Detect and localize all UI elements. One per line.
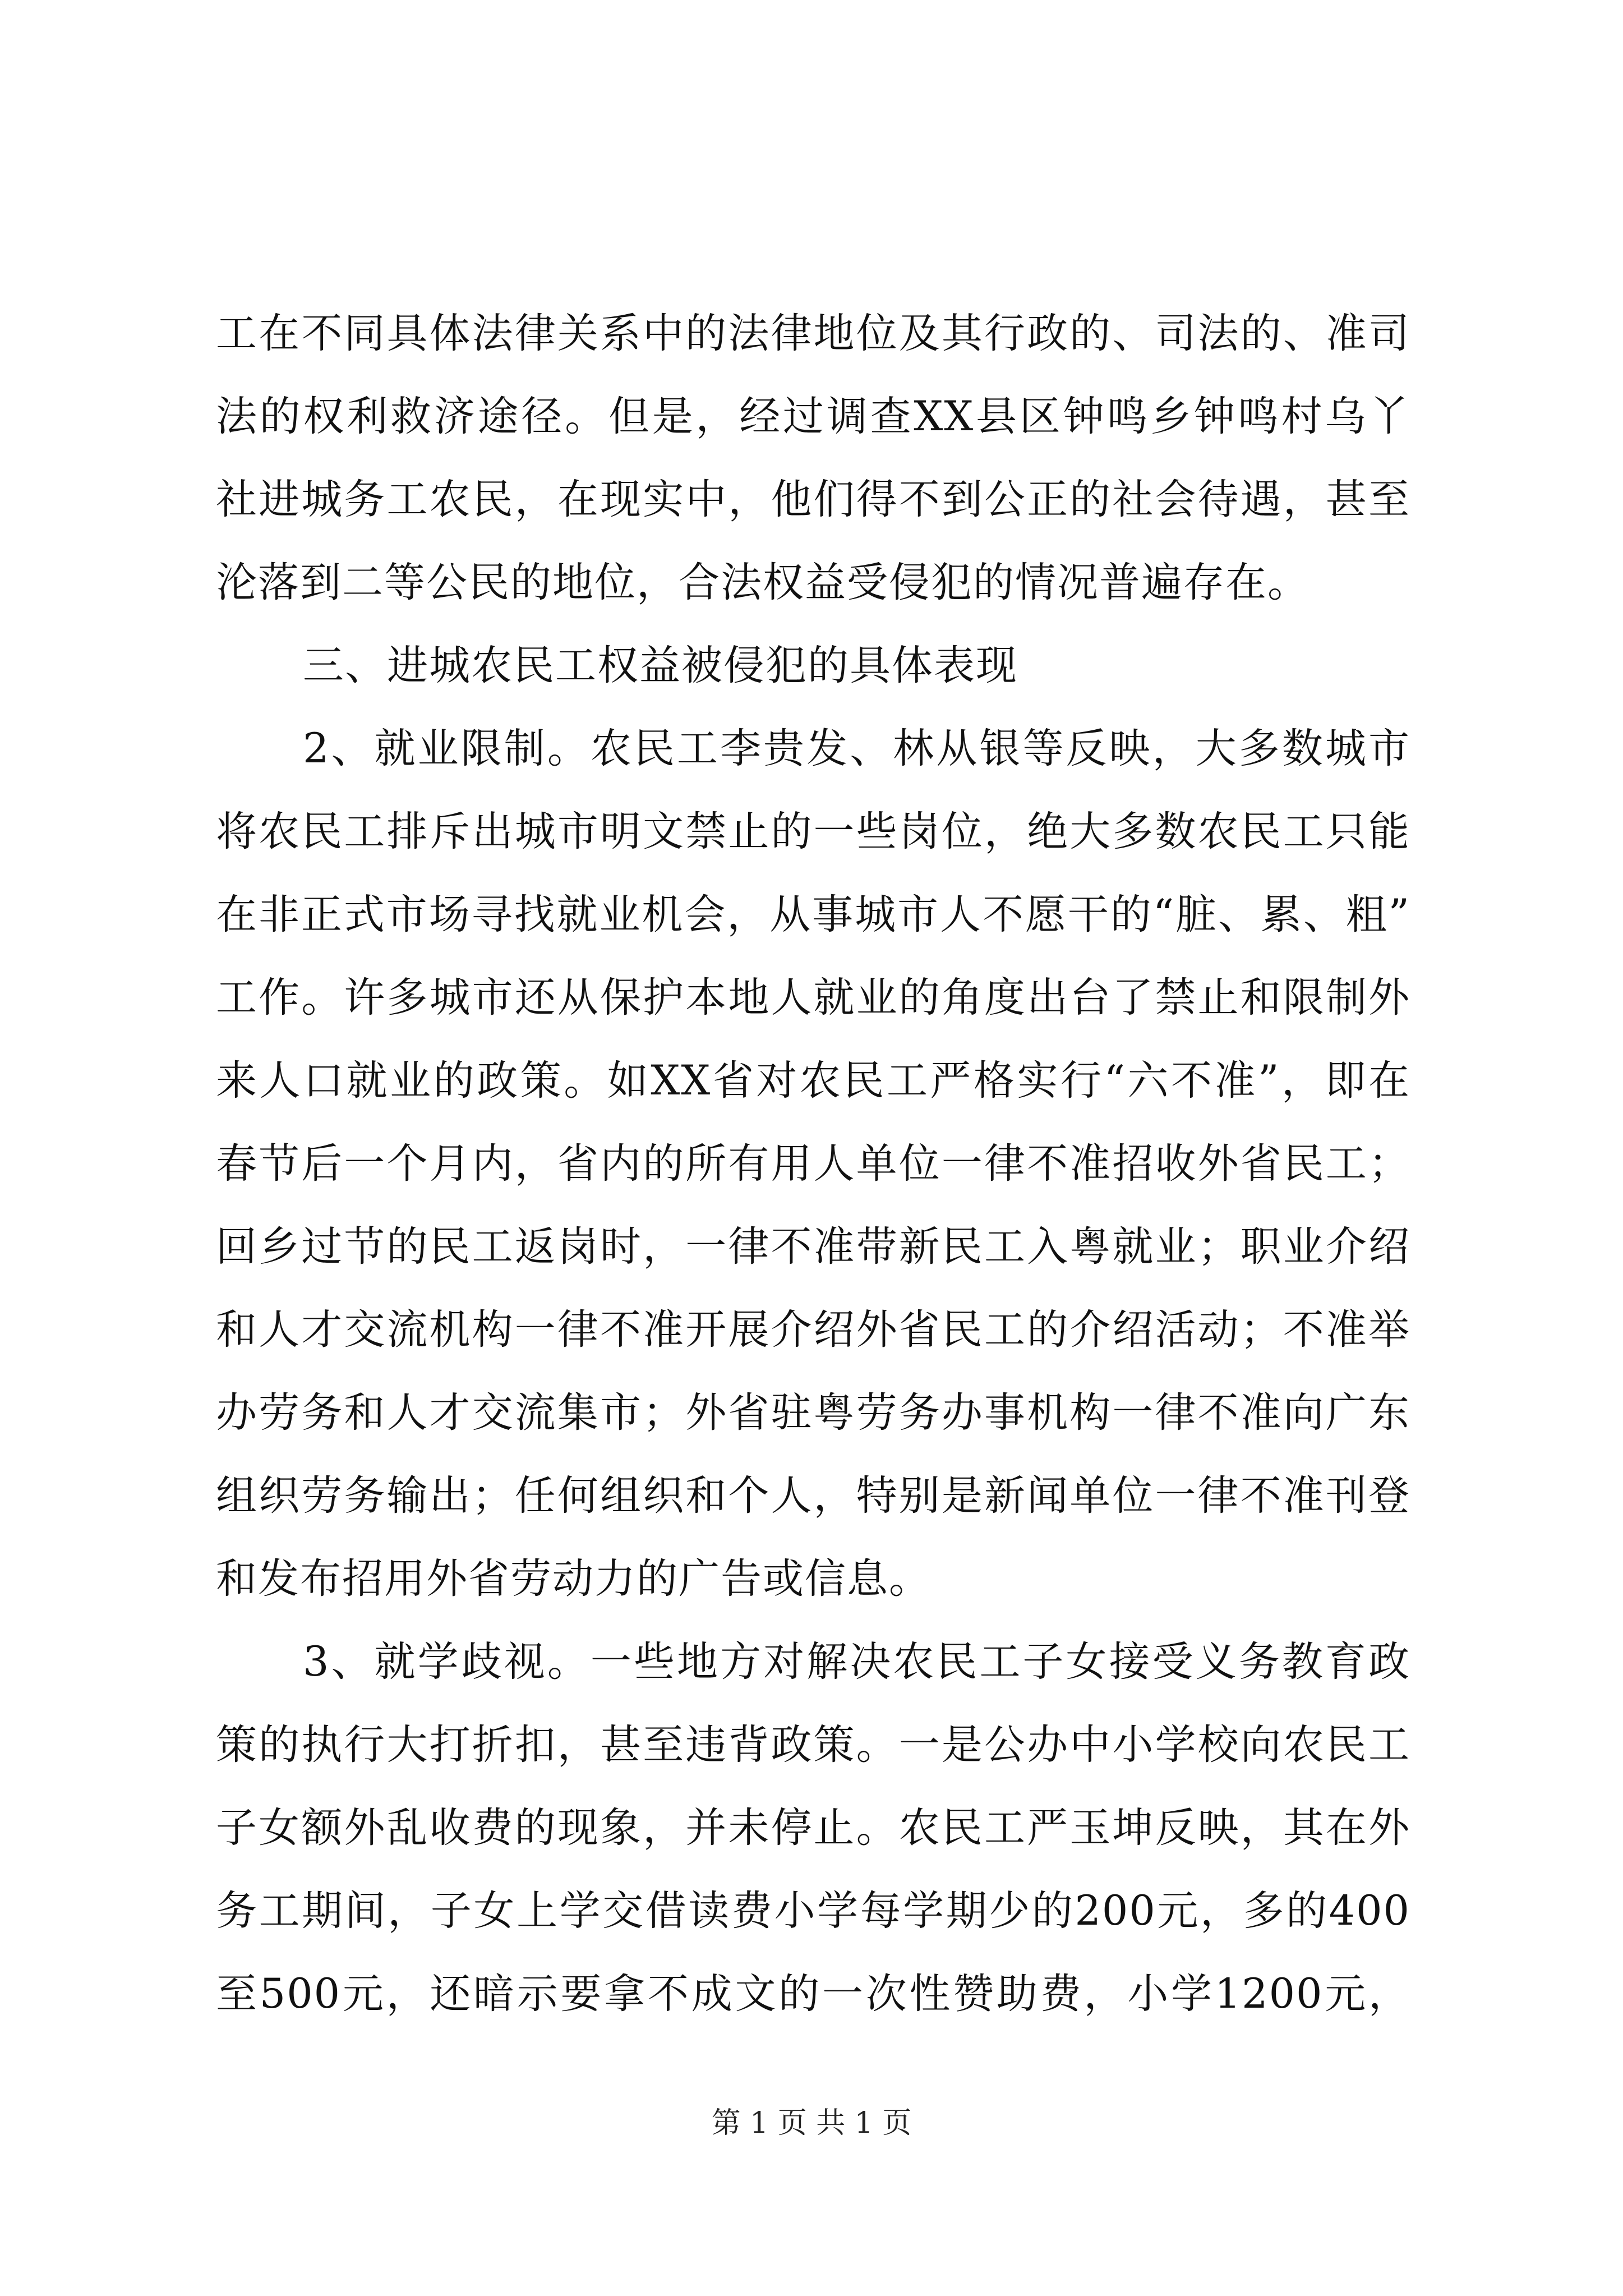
text-line: 法的权利救济途径。但是，经过调查XX县区钟鸣乡钟鸣村乌丫 — [216, 393, 1410, 440]
text-line: 回乡过节的民工返岗时，一律不准带新民工入粤就业；职业介绍 — [216, 1223, 1410, 1271]
text-line: 社进城务工农民，在现实中，他们得不到公正的社会待遇，甚至 — [216, 476, 1410, 523]
text-line: 来人口就业的政策。如XX省对农民工严格实行“六不准”，即在 — [216, 1057, 1410, 1105]
text-line: 2、就业限制。农民工李贵发、林从银等反映，大多数城市 — [303, 725, 1410, 772]
text-line: 组织劳务输出；任何组织和个人，特别是新闻单位一律不准刊登 — [216, 1472, 1410, 1520]
text-line: 沦落到二等公民的地位，合法权益受侵犯的情况普遍存在。 — [216, 559, 1310, 606]
section-heading: 三、进城农民工权益被侵犯的具体表现 — [303, 642, 1018, 689]
text-line: 子女额外乱收费的现象，并未停止。农民工严玉坤反映，其在外 — [216, 1804, 1410, 1852]
text-line: 办劳务和人才交流集市；外省驻粤劳务办事机构一律不准向广东 — [216, 1389, 1410, 1437]
text-line: 和人才交流机构一律不准开展介绍外省民工的介绍活动；不准举 — [216, 1306, 1410, 1354]
text-line: 工作。许多城市还从保护本地人就业的角度出台了禁止和限制外 — [216, 974, 1410, 1022]
text-line: 工在不同具体法律关系中的法律地位及其行政的、司法的、准司 — [216, 310, 1410, 357]
text-line: 务工期间，子女上学交借读费小学每学期少的200元，多的400 — [216, 1887, 1410, 1935]
page-footer: 第 1 页 共 1 页 — [711, 2106, 912, 2140]
text-line: 在非正式市场寻找就业机会，从事城市人不愿干的“脏、累、粗” — [216, 891, 1410, 938]
text-line: 春节后一个月内，省内的所有用人单位一律不准招收外省民工； — [216, 1140, 1410, 1188]
text-line: 将农民工排斥出城市明文禁止的一些岗位，绝大多数农民工只能 — [216, 808, 1410, 855]
text-line: 3、就学歧视。一些地方对解决农民工子女接受义务教育政 — [303, 1638, 1410, 1686]
text-line: 策的执行大打折扣，甚至违背政策。一是公办中小学校向农民工 — [216, 1721, 1410, 1769]
text-line: 至500元，还暗示要拿不成文的一次性赞助费，小学1200元， — [216, 1970, 1410, 2018]
text-line: 和发布招用外省劳动力的广告或信息。 — [216, 1555, 931, 1603]
